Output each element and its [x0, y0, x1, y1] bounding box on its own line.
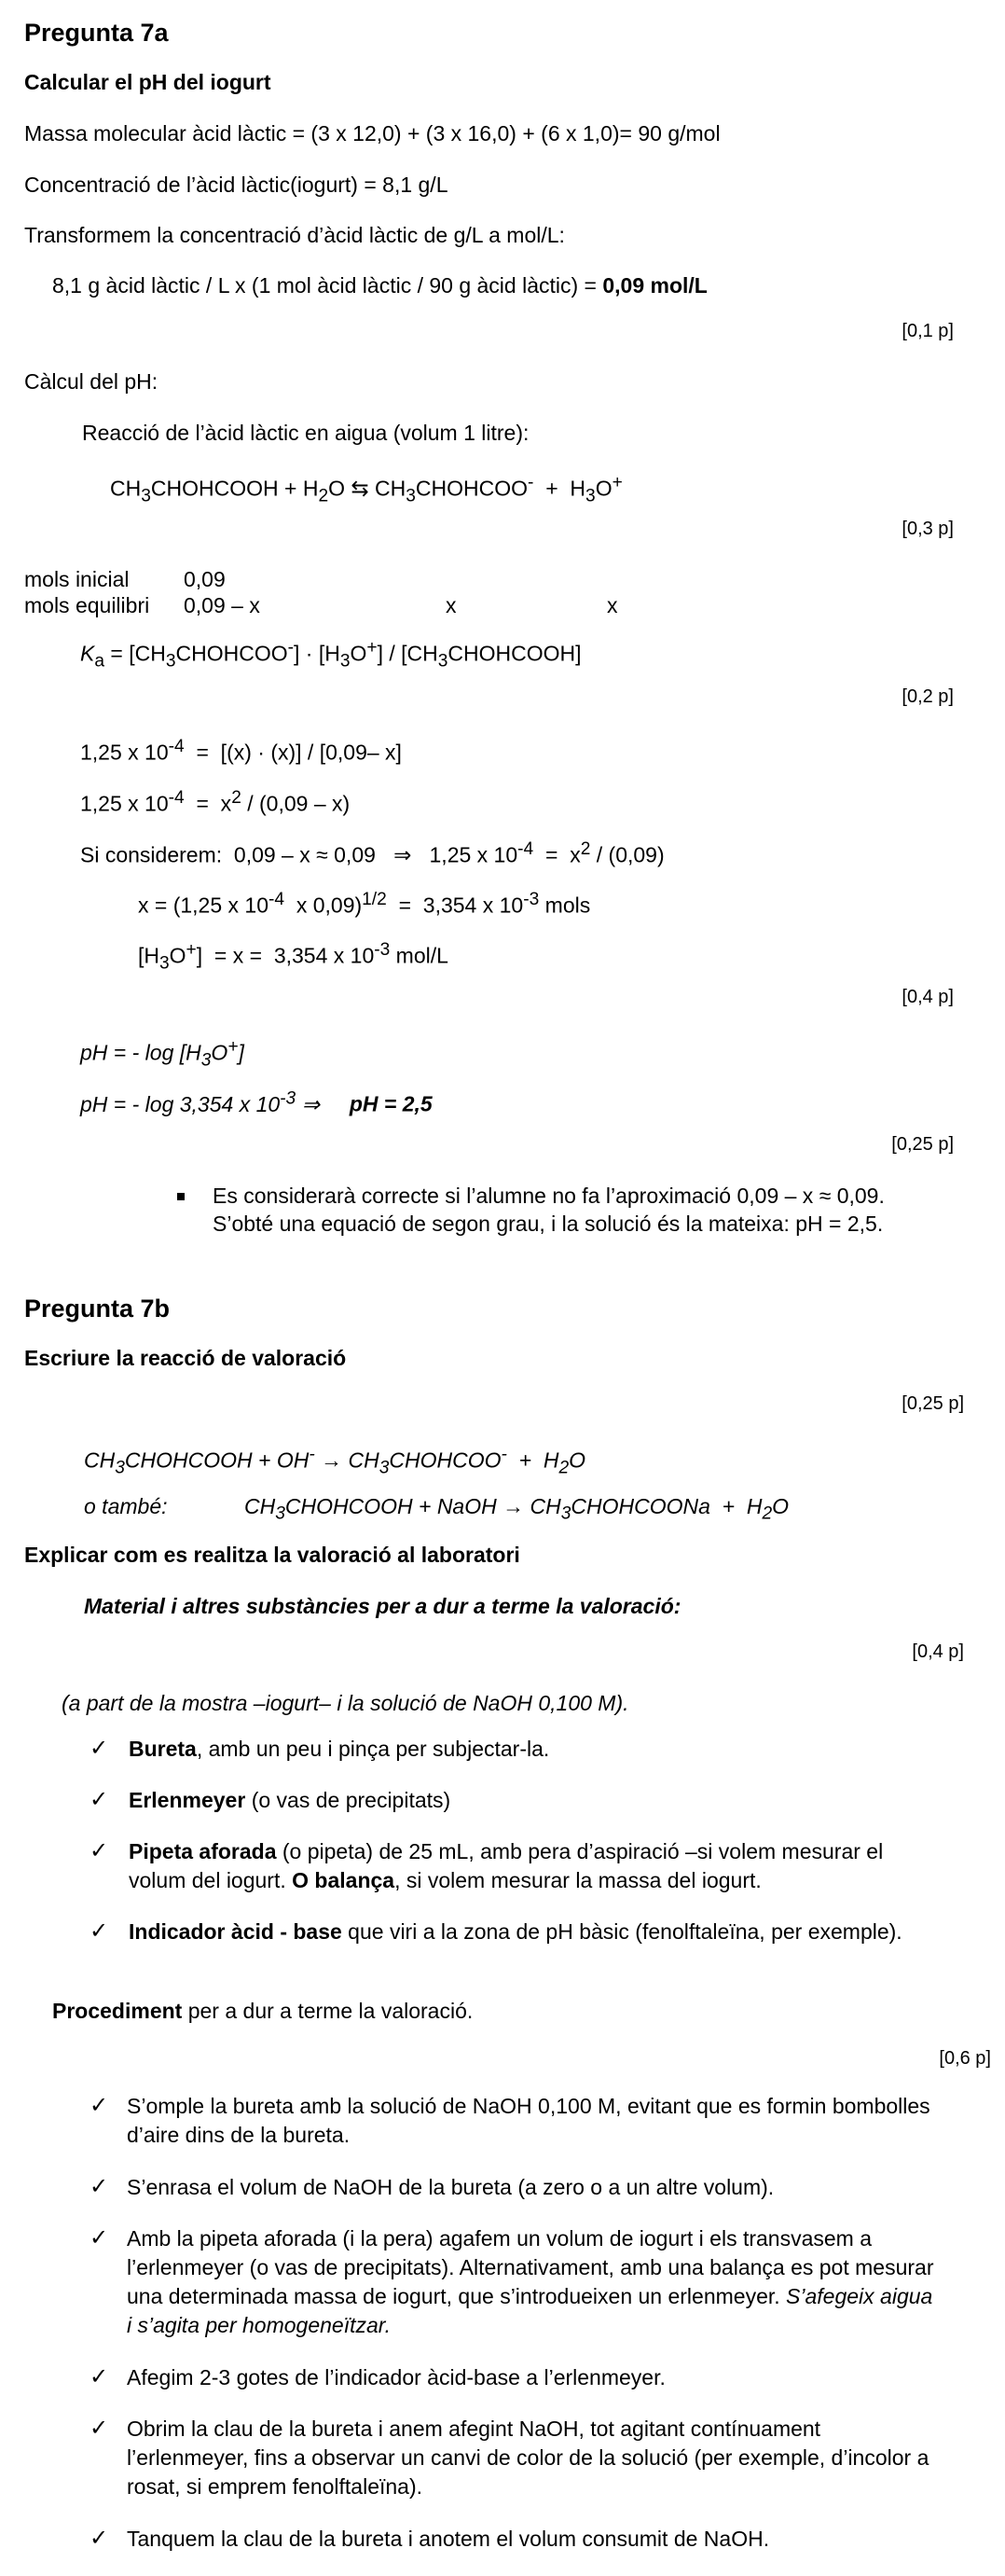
points-label: [0,2 p] — [902, 686, 954, 707]
ka-equation-2: 1,25 x $10^{-4} = x^2 / (0,09 - x)$ — [80, 788, 351, 816]
checkmark-icon: ✓ — [89, 2225, 109, 2251]
checkmark-icon: ✓ — [89, 2174, 109, 2199]
mols-equilibri-x: x — [607, 593, 618, 617]
procedure-step: Amb la pipeta aforada (i la pera) agafem un volum de iogurt i els transvasem a — [127, 2226, 873, 2251]
dissociation-equation: $CH_3CHOHCOOH + H_2O$ ⇆ $CH_3CHOHCOO^- + H_3O^+$ — [110, 473, 623, 506]
q7b-subtitle: Escriure la reacció de valoració — [24, 1346, 347, 1370]
points-label: [0,6 p] — [939, 2048, 991, 2069]
material-note: (a part de la mostra –iogurt– i la solució de NaOH 0,100 M). — [62, 1691, 629, 1715]
q7b-title: Pregunta 7b — [24, 1295, 171, 1323]
material-item: Indicador àcid - base que viri a la zona de pH bàsic (fenolftaleïna, per exemple). — [129, 1919, 902, 1944]
note-line: Es considerarà correcte si l’alumne no fa l’aproximació 0,09 – x ≈ 0,09. — [213, 1184, 885, 1208]
transform-line: Transformem la concentració d’àcid làctic de g/L a mol/L: — [24, 223, 565, 247]
procedure-step: S’omple la bureta amb la solució de NaOH 0,100 M, evitant que es formin bombolles — [127, 2094, 930, 2118]
or-label: o també: — [84, 1494, 168, 1518]
material-item: Erlenmeyer (o vas de precipitats) — [129, 1788, 451, 1812]
procedure-heading: Procediment per a dur a terme la valoració. — [52, 1999, 474, 2023]
material-item-cont: volum del iogurt. O balança, si volem mesurar la massa del iogurt. — [129, 1868, 762, 1892]
q7b-lab-heading: Explicar com es realitza la valoració al laboratori — [24, 1543, 520, 1567]
q7a-subtitle: Calcular el pH del iogurt — [24, 70, 271, 94]
conversion-line: 8,1 g àcid làctic / L x (1 mol àcid làctic / 90 g àcid làctic) = 0,09 mol/L — [52, 273, 708, 298]
checkmark-icon: ✓ — [89, 2364, 109, 2389]
reaction-intro: Reacció de l’àcid làctic en aigua (volum 1 litre): — [82, 421, 530, 445]
procedure-step-cont: d’aire dins de la bureta. — [127, 2123, 351, 2147]
concentration-line: Concentració de l’àcid làctic(iogurt) = 8,1 g/L — [24, 173, 448, 197]
checkmark-icon: ✓ — [89, 1787, 109, 1812]
points-label: [0,1 p] — [902, 321, 954, 341]
mols-inicial-value: 0,09 — [184, 567, 226, 591]
ph-formula: pH = - $\log [H_3O^+]$ — [80, 1037, 244, 1071]
points-label: [0,4 p] — [912, 1641, 964, 1662]
procedure-step-cont: rosat, si emprem fenolftaleïna). — [127, 2474, 423, 2499]
material-heading: Material i altres substàncies per a dur a terme la valoració: — [84, 1594, 681, 1618]
mols-equilibri-x: x — [446, 593, 457, 617]
procedure-step-cont: una determinada massa de iogurt, que s’introdueixen un erlenmeyer. S’afegeix aigua — [127, 2284, 933, 2308]
checkmark-icon: ✓ — [89, 2526, 109, 2551]
titration-equation-alt: $CH_3CHOHCOOH$ + NaOH → $CH_3CHOHCOONa + H_2O$ — [244, 1494, 790, 1524]
h3o-concentration: $[H_3O^+] = x = 3,354$ x $10^{-3}$ mol/L — [138, 940, 448, 974]
approximation-line: Si considerem: 0,09 – x ≈ 0,09 ⇒ 1,25 x $10^{-4} = x^2 / (0,09)$ — [80, 839, 665, 867]
points-label: [0,3 p] — [902, 519, 954, 539]
bullet-icon — [177, 1193, 185, 1200]
procedure-step-cont: i s’agita per homogeneïtzar. — [127, 2313, 391, 2337]
x-solution: x = (1,25 x $10^{-4}$ x 0,09)$^{1/2}$ = 3,354 x $10^{-3}$ mols — [138, 890, 591, 918]
procedure-step-cont: l’erlenmeyer (o vas de precipitats). Alternativament, amb una balança es pot mesurar — [127, 2255, 934, 2279]
q7a-title: Pregunta 7a — [24, 19, 169, 47]
mols-equilibri-label: mols equilibri — [24, 593, 150, 617]
ph-result-line: pH = - log 3,354 x $10^{-3}$ ⇒ pH = 2,5 — [80, 1088, 433, 1116]
procedure-step-cont: l’erlenmeyer, fins a observar un canvi de color de la solució (per exemple, d’incolor a — [127, 2445, 929, 2470]
procedure-step: Tanquem la clau de la bureta i anotem el volum consumit de NaOH. — [127, 2527, 770, 2551]
material-item: Bureta, amb un peu i pinça per subjectar-la. — [129, 1737, 550, 1761]
material-item: Pipeta aforada (o pipeta) de 25 mL, amb pera d’aspiració –si volem mesurar el — [129, 1839, 884, 1863]
mols-equilibri-value: 0,09 – x — [184, 593, 260, 617]
ph-calc-heading: Càlcul del pH: — [24, 369, 158, 394]
checkmark-icon: ✓ — [89, 1736, 109, 1761]
procedure-step: Afegim 2-3 gotes de l’indicador àcid-base a l’erlenmeyer. — [127, 2365, 666, 2389]
titration-equation: $CH_3CHOHCOOH + OH^-$ → $CH_3CHOHCOO^- + H_2O$ — [84, 1445, 586, 1478]
points-label: [0,25 p] — [902, 1393, 964, 1414]
checkmark-icon: ✓ — [89, 2093, 109, 2118]
ka-equation-1: 1,25 x $10^{-4} = [(x) \cdot (x)] / [0,09-$ x] — [80, 737, 402, 765]
note-line: S’obté una equació de segon grau, i la solució és la mateixa: pH = 2,5. — [213, 1212, 884, 1236]
molecular-mass-line: Massa molecular àcid làctic = (3 x 12,0) + (3 x 16,0) + (6 x 1,0)= 90 g/mol — [24, 121, 721, 145]
mols-inicial-label: mols inicial — [24, 567, 130, 591]
ka-expression: $K_a$ = $[CH_3CHOHCOO^-] \cdot [H_3O^+]$ / $[CH_3CHOHCOOH]$ — [80, 638, 582, 672]
points-label: [0,4 p] — [902, 987, 954, 1007]
checkmark-icon: ✓ — [89, 1918, 109, 1944]
procedure-step: Obrim la clau de la bureta i anem afegint NaOH, tot agitant contínuament — [127, 2417, 821, 2441]
points-label: [0,25 p] — [891, 1134, 954, 1155]
checkmark-icon: ✓ — [89, 1838, 109, 1863]
checkmark-icon: ✓ — [89, 2416, 109, 2441]
procedure-step: S’enrasa el volum de NaOH de la bureta (a zero o a un altre volum). — [127, 2175, 775, 2199]
